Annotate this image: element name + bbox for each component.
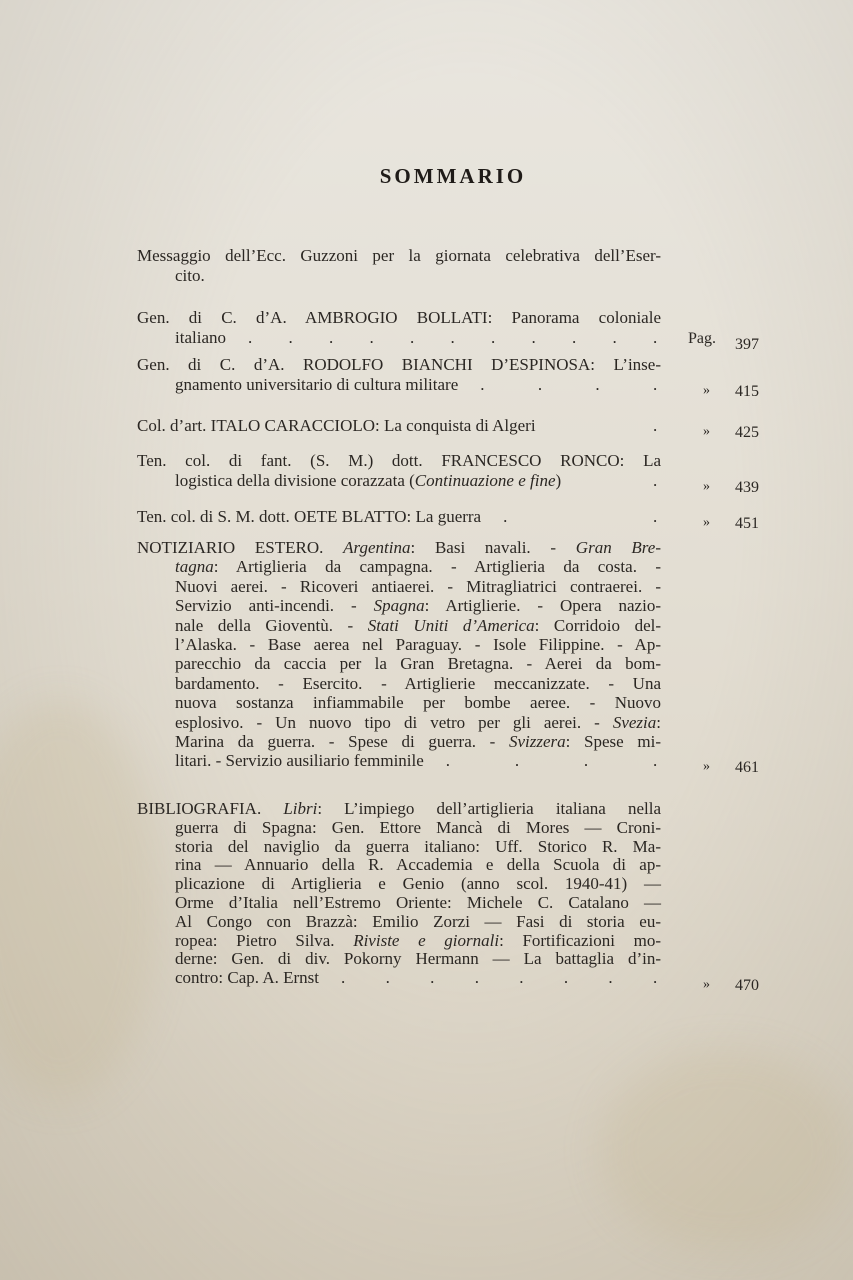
- toc-line: [137, 355, 661, 375]
- toc-line: [137, 308, 661, 328]
- page-number: 451: [735, 515, 759, 532]
- dot-leader: . . . . . . . .: [341, 968, 658, 988]
- toc-line: [137, 451, 661, 471]
- ditto-mark: »: [703, 515, 710, 530]
- dot-leader: . .: [503, 507, 658, 526]
- toc-line: [137, 800, 661, 819]
- text-segment: Ten. col. di fant. (S. M.) dott. FRANCESCO RONCO: La: [137, 451, 661, 470]
- toc-line: [175, 713, 661, 732]
- toc-entry: [137, 451, 661, 491]
- toc-entry: [137, 507, 661, 527]
- italic-text: Stati Uniti d’America: [367, 615, 535, 635]
- dot-leader: . . . . . . . . . . .: [247, 328, 658, 347]
- toc-line: [175, 751, 661, 770]
- text-segment: :: [656, 712, 661, 732]
- italic-text: Riviste e giornali: [353, 930, 500, 950]
- toc-line: [175, 471, 661, 491]
- text-segment: rina — Annuario della R. Accademia e della Scuola di ap-: [175, 855, 661, 875]
- ditto-mark: »: [703, 977, 710, 993]
- text-segment: : Corridoio del-: [534, 615, 661, 635]
- toc-line: [175, 375, 661, 395]
- italic-text: Continuazione e fine: [414, 471, 556, 490]
- italic-text: Argentina: [343, 538, 411, 557]
- toc-line: [175, 969, 661, 988]
- toc-entry: [137, 538, 661, 771]
- text-segment: : L’impiego dell’artiglieria italiana nella: [317, 799, 661, 818]
- text-segment: bardamento. - Esercito. - Artiglierie meccanizzate. - Una: [175, 673, 661, 693]
- text-segment: Gen. di C. d’A. AMBROGIO BOLLATI: Panorama coloniale: [137, 308, 661, 327]
- text-segment: gnamento universitario di cultura militare: [175, 375, 459, 394]
- text-segment: Ten. col. di S. M. dott. OETE BLATTO: La guerra: [137, 507, 482, 526]
- toc-line: [175, 819, 661, 838]
- toc-entry: [137, 308, 661, 348]
- toc-line: [175, 674, 661, 693]
- toc-line: [175, 856, 661, 875]
- page-number: 470: [735, 977, 759, 995]
- italic-text: Libri: [283, 799, 318, 818]
- text-segment: contro: Cap. A. Ernst: [175, 968, 320, 988]
- toc-line: [175, 913, 661, 932]
- toc-line: [175, 266, 661, 286]
- page-number: 397: [735, 336, 759, 353]
- toc-line: [175, 596, 661, 615]
- dot-leader: . . . .: [480, 375, 658, 394]
- text-segment: litari. - Servizio ausiliario femminile: [175, 751, 424, 771]
- italic-text: Gran Bre-: [575, 538, 661, 557]
- text-segment: italiano: [175, 328, 226, 347]
- text-segment: : Basi navali. -: [410, 538, 576, 557]
- text-segment: Col. d’art. ITALO CARACCIOLO: La conquista di Algeri: [137, 416, 536, 435]
- text-segment: logistica della divisione corazzata (: [175, 471, 415, 490]
- text-segment: NOTIZIARIO ESTERO.: [137, 538, 344, 557]
- text-segment: plicazione di Artiglieria e Genio (anno scol. 1940-41) —: [175, 874, 661, 894]
- text-segment: nale della Gioventù. -: [175, 615, 368, 635]
- toc-line: [175, 616, 661, 635]
- text-segment: ropea: Pietro Silva.: [175, 930, 354, 950]
- toc-line: [175, 693, 661, 712]
- toc-line: [175, 732, 661, 751]
- ditto-mark: »: [703, 759, 710, 775]
- text-segment: parecchio da caccia per la Gran Bretagna. - Aerei da bom-: [175, 654, 661, 674]
- italic-text: Svizzera: [509, 731, 566, 751]
- toc-line: [175, 894, 661, 913]
- ditto-mark: »: [703, 479, 710, 494]
- italic-text: Spagna: [373, 596, 425, 616]
- toc-line: [175, 950, 661, 969]
- text-segment: Servizio anti-incendi. -: [175, 596, 374, 616]
- text-segment: Gen. di C. d’A. RODOLFO BIANCHI D’ESPINOSA: L’inse-: [137, 355, 661, 374]
- text-segment: esplosivo. - Un nuovo tipo di vetro per gli aerei. -: [175, 712, 613, 732]
- page-title: SOMMARIO: [379, 164, 527, 188]
- text-segment: : Artiglierie. - Opera nazio-: [424, 596, 661, 616]
- text-segment: BIBLIOGRAFIA.: [137, 799, 284, 818]
- text-segment: derne: Gen. di div. Pokorny Hermann — La battaglia d’in-: [175, 949, 661, 969]
- text-segment: Al Congo con Brazzà: Emilio Zorzi — Fasi di storia eu-: [175, 911, 661, 931]
- text-segment: : Fortificazioni mo-: [499, 930, 661, 950]
- toc-line: [175, 635, 661, 654]
- page-number: 415: [735, 383, 759, 400]
- toc-line: [175, 328, 661, 348]
- toc-entry: [137, 355, 661, 395]
- page-number: 425: [735, 424, 759, 441]
- text-segment: cito.: [175, 266, 205, 285]
- text-segment: nuova sostanza infiammabile per bombe aeree. - Nuovo: [175, 693, 661, 713]
- page-number: 439: [735, 479, 759, 496]
- toc-line: [175, 838, 661, 857]
- toc-line: [137, 246, 661, 266]
- toc-line: [175, 557, 661, 576]
- toc-line: [175, 875, 661, 894]
- ditto-mark: »: [703, 383, 710, 398]
- page-number: 461: [735, 759, 759, 777]
- italic-text: Svezia: [612, 712, 657, 732]
- toc-line: [175, 932, 661, 951]
- text-segment: Nuovi aerei. - Ricoveri antiaerei. - Mitragliatrici contraerei. -: [175, 576, 661, 596]
- text-segment: : Artiglieria da campagna. - Artiglieria da costa. -: [213, 557, 661, 577]
- page-label: Pag.: [688, 330, 716, 347]
- dot-leader: .: [653, 416, 658, 435]
- text-segment: guerra di Spagna: Gen. Ettore Mancà di Mores — Croni-: [175, 817, 661, 837]
- dot-leader: .: [653, 471, 658, 490]
- italic-text: tagna: [175, 557, 214, 577]
- dot-leader: . . . .: [445, 751, 658, 771]
- text-segment: : Spese mi-: [565, 731, 661, 751]
- toc-entry: [137, 800, 661, 988]
- text-segment: storia del naviglio da guerra italiano: Uff. Storico R. Ma-: [175, 836, 661, 856]
- toc-line: [137, 416, 661, 436]
- toc-line: [137, 507, 661, 527]
- toc-line: [175, 654, 661, 673]
- toc-entry: [137, 246, 661, 286]
- ditto-mark: »: [703, 424, 710, 439]
- toc-line: [175, 577, 661, 596]
- text-segment: Marina da guerra. - Spese di guerra. -: [175, 731, 509, 751]
- toc-line: [137, 538, 661, 557]
- text-segment: ): [555, 471, 562, 490]
- text-segment: l’Alaska. - Base aerea nel Paraguay. - Isole Filippine. - Ap-: [175, 634, 661, 654]
- toc-entry: [137, 416, 661, 436]
- text-segment: Messaggio dell’Ecc. Guzzoni per la giornata celebrativa dell’Eser-: [137, 246, 661, 265]
- text-segment: Orme d’Italia nell’Estremo Oriente: Michele C. Catalano —: [175, 892, 661, 912]
